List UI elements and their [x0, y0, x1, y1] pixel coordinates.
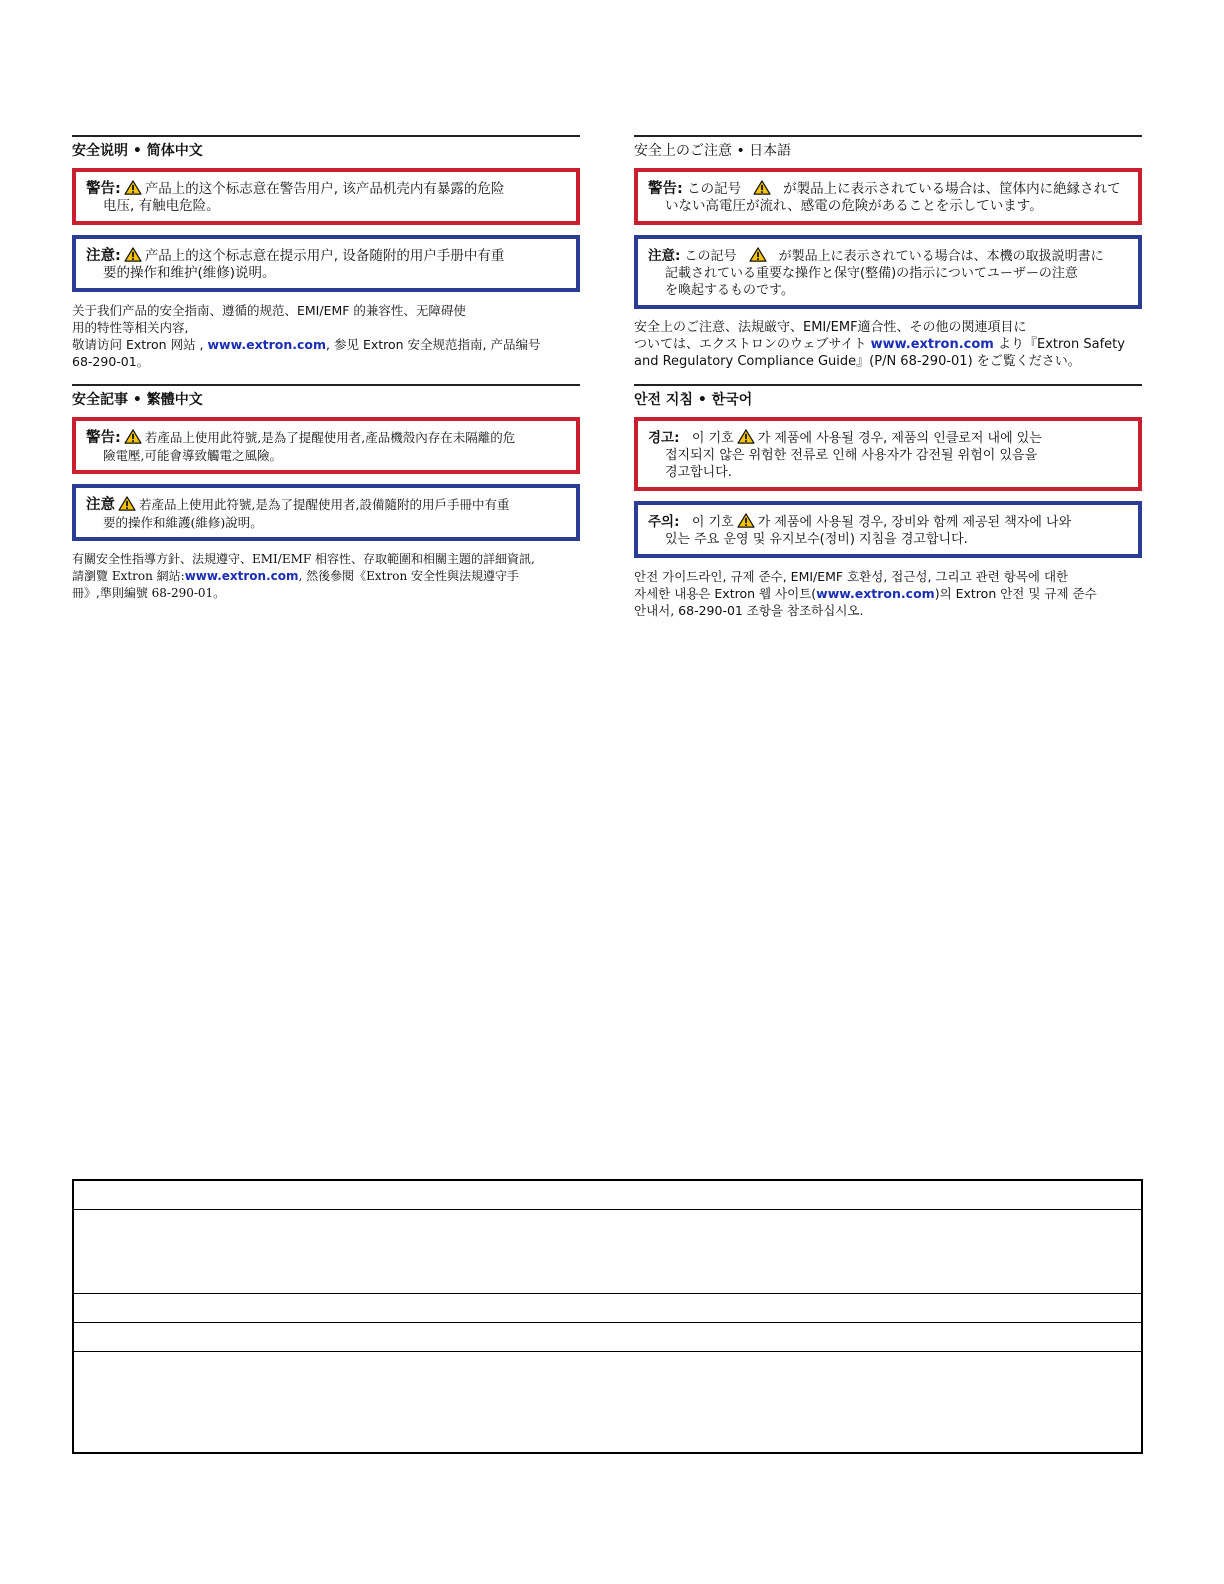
section-title: 安全記事 • 繁體中文: [72, 392, 203, 408]
section-simplified-chinese: [72, 135, 580, 370]
warning-text: 产品上的这个标志意在警告用户, 该产品机壳内有暴露的危险: [144, 181, 505, 197]
warning-triangle-icon: [124, 180, 142, 195]
warning-text: 가 제품에 사용될 경우, 제품의 인클로저 내에 있는: [757, 431, 1042, 446]
form-row: [74, 1352, 1141, 1452]
extron-link[interactable]: www.extron.com: [870, 337, 994, 352]
warning-text-cont: いない高電圧が流れ、感電の危険があることを示しています。: [665, 198, 1043, 214]
warning-box: [634, 168, 1142, 225]
safety-info: [634, 568, 1142, 619]
right-column: [634, 135, 1142, 633]
caution-label: 주의:: [648, 514, 680, 530]
info-line: 冊》,準則編號 68-290-01。: [72, 586, 226, 600]
warning-triangle-icon: [737, 513, 755, 528]
info-line: [72, 336, 580, 353]
safety-info: [72, 551, 580, 602]
warning-text-cont: 电压, 有触电危险。: [103, 198, 220, 214]
warning-text: この記号: [687, 181, 742, 197]
info-text: より『Extron Safety: [993, 337, 1125, 352]
caution-text: が製品上に表示されている場合は、本機の取扱説明書に: [778, 249, 1104, 264]
warning-label: 警告:: [648, 181, 683, 197]
extron-link[interactable]: www.extron.com: [816, 586, 935, 601]
info-line: 안전 가이드라인, 규제 준수, EMI/EMF 호환성, 접근성, 그리고 관련 항목에 대한: [634, 569, 1069, 584]
info-line: 68-290-01。: [72, 354, 150, 369]
info-text: 敬请访问 Extron 网站 ,: [72, 337, 208, 352]
form-row: [74, 1294, 1141, 1323]
info-line: 안내서, 68-290-01 조항을 참조하십시오.: [634, 603, 864, 618]
caution-label: 注意:: [648, 248, 681, 264]
warning-triangle-icon: [753, 180, 771, 195]
caution-text: この記号: [684, 249, 737, 264]
caution-text: 가 제품에 사용될 경우, 장비와 함께 제공된 책자에 나와: [757, 515, 1072, 530]
warning-label: 경고:: [648, 430, 680, 446]
warning-triangle-icon: [749, 247, 767, 262]
caution-text-cont: 記載されている重要な操作と保守(整備)の指示についてユーザーの注意: [665, 266, 1078, 281]
safety-info: [634, 319, 1142, 370]
section-title: 安全上のご注意 • 日本語: [634, 143, 792, 159]
info-line: 用的特性等相关内容,: [72, 320, 189, 335]
blank-form-table: [72, 1179, 1143, 1454]
caution-label: 注意: [86, 497, 115, 513]
info-line: [634, 336, 1142, 353]
warning-triangle-icon: [124, 429, 142, 444]
section-title: 안전 지침 • 한국어: [634, 392, 753, 408]
caution-text-cont: 要的操作和维护(维修)说明。: [103, 265, 276, 281]
section-title: 安全说明 • 简体中文: [72, 143, 203, 159]
extron-link[interactable]: www.extron.com: [184, 569, 299, 583]
form-row: [74, 1210, 1141, 1294]
info-text: , 参见 Extron 安全规范指南, 产品编号: [326, 337, 541, 352]
caution-text-cont: 要的操作和維護(維修)說明。: [103, 515, 263, 530]
warning-label: 警告:: [86, 430, 121, 446]
form-row: [74, 1181, 1141, 1210]
caution-text: 이 기호: [691, 515, 734, 530]
info-line: and Regulatory Compliance Guide』(P/N 68-290-01) をご覧ください。: [634, 354, 1081, 369]
info-text: , 然後參閱《Extron 安全性與法規遵守手: [298, 569, 519, 583]
form-row: [74, 1323, 1141, 1352]
warning-text-cont: 경고합니다.: [665, 465, 732, 480]
warning-triangle-icon: [124, 247, 142, 262]
warning-box: [72, 417, 580, 474]
caution-label: 注意:: [86, 248, 121, 264]
warning-triangle-icon: [737, 429, 755, 444]
warning-text: 若產品上使用此符號,是為了提醒使用者,產品機殼內存在未隔離的危: [144, 430, 516, 445]
warning-text-cont: 險電壓,可能會導致觸電之風險。: [103, 448, 282, 463]
info-text: 請瀏覽 Extron 網站:: [72, 569, 185, 583]
safety-info: [72, 302, 580, 370]
info-line: 安全上のご注意、法規厳守、EMI/EMF適合性、その他の関連項目に: [634, 320, 1027, 335]
section-traditional-chinese: [72, 384, 580, 602]
info-line: 有關安全性指導方針、法規遵守、EMI/EMF 相容性、存取範圍和相關主題的詳細資訊,: [72, 552, 535, 566]
caution-text: 若產品上使用此符號,是為了提醒使用者,設備隨附的用戶手冊中有重: [139, 497, 510, 512]
warning-text: が製品上に表示されている場合は、筐体内に絶縁されて: [783, 181, 1121, 197]
info-line: [634, 585, 1142, 602]
caution-box: [634, 501, 1142, 558]
warning-label: 警告:: [86, 181, 121, 197]
info-text: 자세한 내용은 Extron 웹 사이트(: [634, 586, 817, 601]
info-line: [72, 568, 580, 585]
caution-box: [634, 235, 1142, 309]
info-text: )의 Extron 안전 및 규제 준수: [934, 586, 1097, 601]
caution-text: 产品上的这个标志意在提示用户, 设备随附的用户手册中有重: [144, 248, 505, 264]
warning-text: 이 기호: [691, 431, 734, 446]
warning-text-cont: 접지되지 않은 위험한 전류로 인해 사용자가 감전될 위험이 있음을: [665, 448, 1038, 463]
caution-box: [72, 484, 580, 541]
info-text: ついては、エクストロンのウェブサイト: [634, 337, 871, 352]
warning-box: [634, 417, 1142, 491]
caution-box: [72, 235, 580, 292]
left-column: [72, 135, 580, 616]
caution-text-cont: 있는 주요 운영 및 유지보수(정비) 지침을 경고합니다.: [665, 532, 968, 547]
warning-box: [72, 168, 580, 225]
section-japanese: [634, 135, 1142, 370]
extron-link[interactable]: www.extron.com: [207, 337, 327, 352]
caution-text-cont: を喚起するものです。: [665, 283, 794, 298]
warning-triangle-icon: [118, 496, 136, 511]
section-korean: [634, 384, 1142, 619]
info-line: 关于我们产品的安全指南、遵循的规范、EMI/EMF 的兼容性、无障碍使: [72, 303, 466, 318]
